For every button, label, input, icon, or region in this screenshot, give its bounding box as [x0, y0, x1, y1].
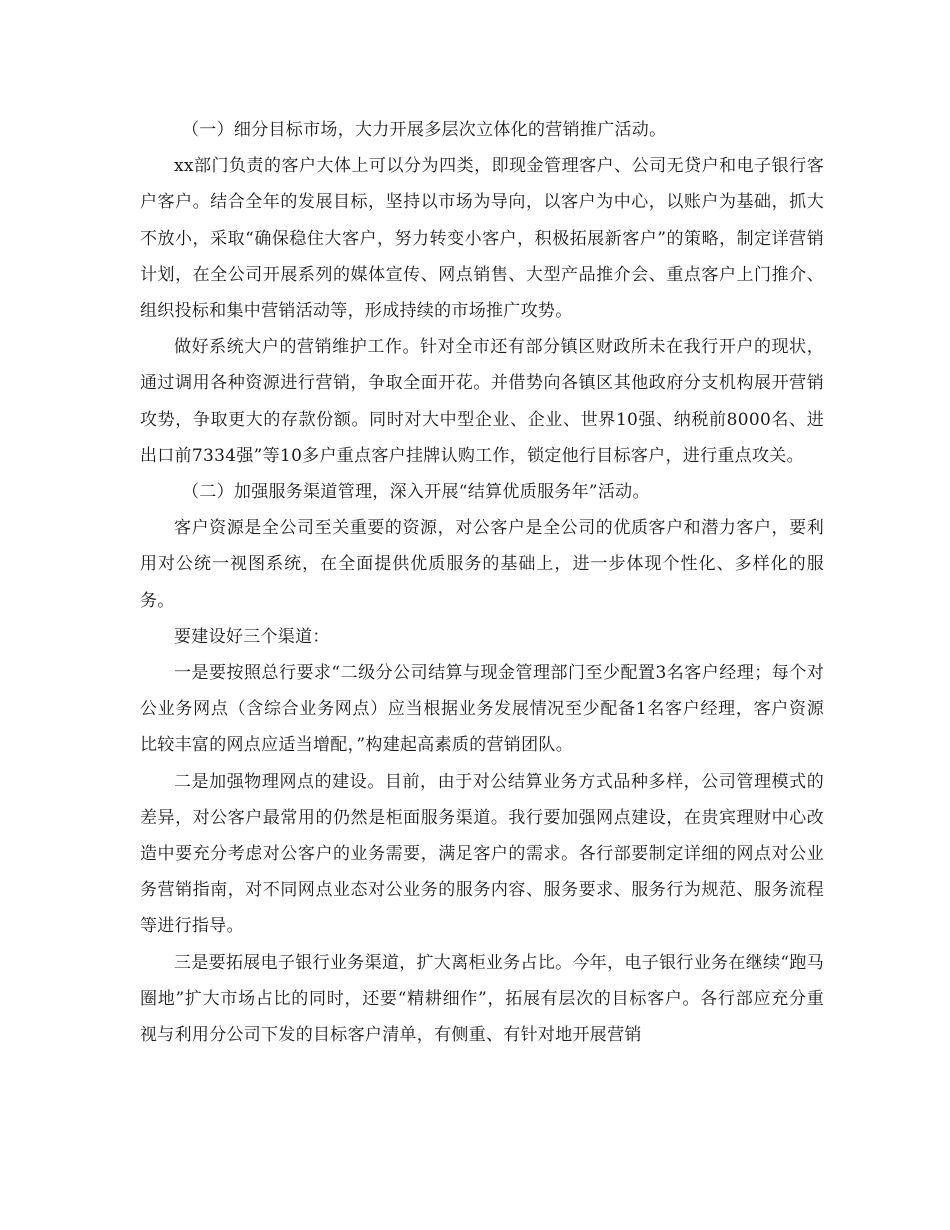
- body-paragraph: 客户资源是全公司至关重要的资源，对公客户是全公司的优质客户和潜力客户，要利用对公统一视图系统，在全面提供优质服务的基础上，进一步体现个性化、多样化的服务。: [140, 518, 824, 611]
- section-heading-2: （二）加强服务渠道管理，深入开展“结算优质服务年”活动。: [182, 482, 650, 503]
- section-heading-1: （一）细分目标市场，大力开展多层次立体化的营销推广活动。: [182, 120, 667, 140]
- body-paragraph: 二是加强物理网点的建设。目前，由于对公结算业务方式品种多样，公司管理模式的差异，对公客户最常用的仍然是柜面服务渠道。我行要加强网点建设，在贵宾理财中心改造中要充分考虑对公客户的业务需要，满足客户的需求。各行部要制定详细的网点对公业务营销指南，对不同网点业态对公业务的服务内容、服务要求、服务行为规范、服务流程等进行指导。: [140, 771, 824, 937]
- body-paragraph: 要建设好三个渠道：: [174, 626, 330, 647]
- body-paragraph: 做好系统大户的营销维护工作。针对全市还有部分镇区财政所未在我行开户的现状，通过调用各种资源进行营销，争取全面开花。并借势向各镇区其他政府分支机构展开营销攻势，争取更大的存款份额。同时对大中型企业、企业、世界10强、纳税前8000名、进出口前7334强”等10多户重点客户挂牌认购工作，锁定他行目标客户，进行重点攻关。: [140, 337, 824, 466]
- body-paragraph: xx部门负责的客户大体上可以分为四类，即现金管理客户、公司无贷户和电子银行客户客户。结合全年的发展目标，坚持以市场为导向，以客户为中心，以账户为基础，抓大不放小，采取“确保稳住大客户，努力转变小客户，积极拓展新客户”的策略，制定详营销计划，在全公司开展系列的媒体宣传、网点销售、大型产品推介会、重点客户上门推介、组织投标和集中营销活动等，形成持续的市场推广攻势。: [140, 156, 824, 322]
- body-paragraph: 三是要拓展电子银行业务渠道，扩大离柜业务占比。今年，电子银行业务在继续“跑马圈地”扩大市场占比的同时，还要“精耕细作”，拓展有层次的目标客户。各行部应充分重视与利用分公司下发的目标客户清单，有侧重、有针对地开展营销: [140, 952, 824, 1046]
- document-body: [140, 112, 824, 1053]
- body-paragraph: 一是要按照总行要求“二级分公司结算与现金管理部门至少配置3名客户经理；每个对公业务网点（含综合业务网点）应当根据业务发展情况至少配备1名客户经理，客户资源比较丰富的网点应适当增配，”构建起高素质的营销团队。: [140, 663, 824, 756]
